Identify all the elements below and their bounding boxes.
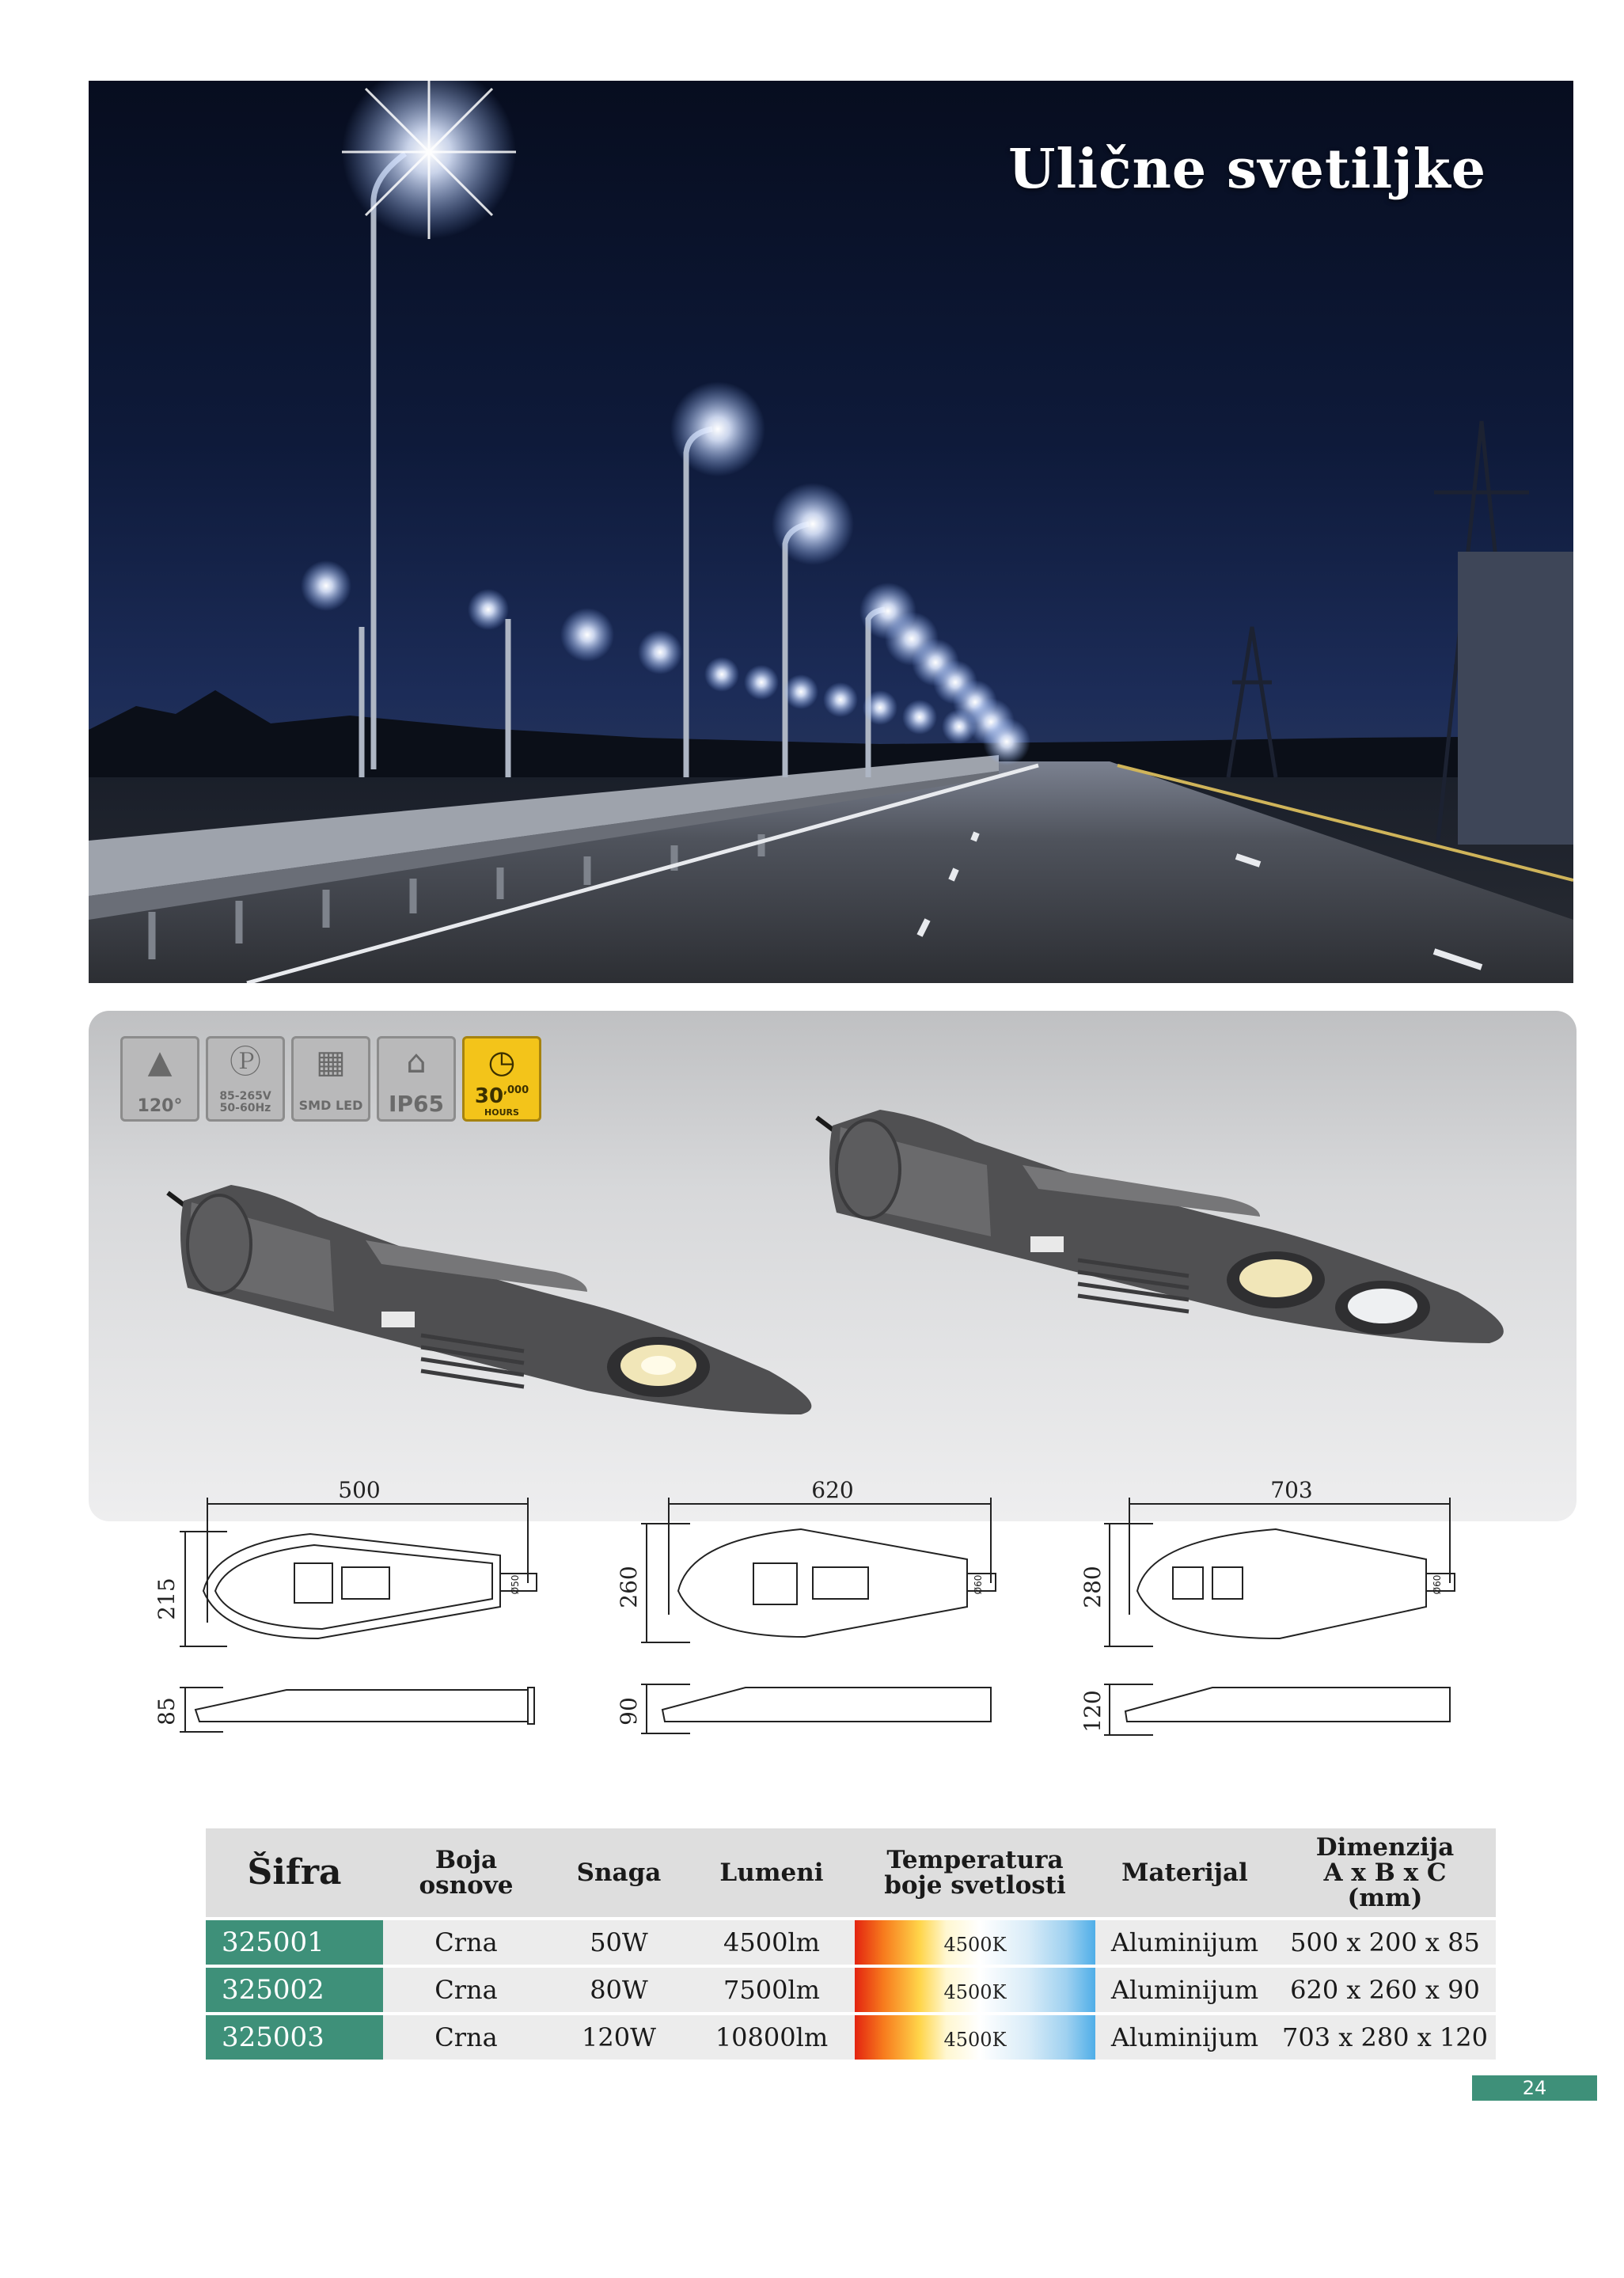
table-row — [206, 1919, 1496, 1966]
street-lamp-single-led-image — [144, 1153, 904, 1438]
header-snaga: Snaga — [549, 1828, 689, 1919]
drawing-1-length: 500 — [338, 1480, 381, 1503]
cell-dimenzija: 703 x 280 x 120 — [1274, 2014, 1496, 2060]
header-code: Šifra — [206, 1828, 383, 1919]
hero-photo — [89, 81, 1573, 983]
drawing-3-top — [1104, 1498, 1455, 1646]
ip-rating-badge — [377, 1036, 456, 1122]
cell-materijal: Aluminijum — [1095, 1966, 1274, 2014]
lifetime-clock-icon: ◷ — [488, 1044, 516, 1080]
street-lamp-double-led-image — [793, 1086, 1569, 1371]
drawing-1-width: 215 — [154, 1578, 180, 1620]
dimension-drawings — [89, 1480, 1577, 1765]
technical-drawings — [89, 1480, 1577, 1765]
temperature-value: 4500K — [943, 1934, 1007, 1956]
feature-icons — [120, 1036, 541, 1122]
lifetime-label — [465, 1084, 539, 1108]
table-row — [206, 1966, 1496, 2014]
ip-rating-label: IP65 — [389, 1091, 444, 1117]
drawing-3-bracket: Ø60 — [1432, 1574, 1443, 1595]
lifetime-unit: HOURS — [484, 1107, 519, 1118]
lifetime-value: 30 — [474, 1084, 504, 1108]
drawing-1-bracket: Ø50 — [510, 1574, 521, 1595]
beam-angle-badge — [120, 1036, 199, 1122]
drawing-3-height: 120 — [1080, 1690, 1106, 1733]
voltage-label — [208, 1091, 283, 1114]
temperature-value: 4500K — [943, 1981, 1007, 2003]
cell-lumeni: 4500lm — [689, 1919, 855, 1966]
voltage-range: 85-265V — [219, 1090, 271, 1103]
drawing-3-width: 280 — [1080, 1566, 1106, 1608]
beam-angle-icon: ▲ — [147, 1044, 173, 1080]
voltage-icon: Ⓟ — [230, 1044, 261, 1080]
drawing-1-height: 85 — [154, 1697, 180, 1726]
cell-materijal: Aluminijum — [1095, 2014, 1274, 2060]
voltage-badge — [206, 1036, 285, 1122]
page-title: Ulične svetiljke — [1008, 138, 1486, 201]
drawing-2-height: 90 — [616, 1697, 642, 1726]
cell-boja: Crna — [383, 2014, 549, 2060]
cell-code: 325002 — [206, 1966, 383, 2014]
drawing-3-length: 703 — [1270, 1480, 1313, 1503]
header-boja: Boja osnove — [383, 1828, 549, 1919]
drawing-1-side — [180, 1688, 534, 1732]
header-dim-line3: (mm) — [1347, 1884, 1423, 1912]
smd-led-badge — [291, 1036, 370, 1122]
drawing-2-bracket: Ø60 — [973, 1574, 984, 1595]
beam-angle-label: 120° — [137, 1096, 183, 1116]
product-panel — [89, 1011, 1577, 1521]
cell-temperature — [855, 1966, 1095, 2014]
header-lumeni: Lumeni — [689, 1828, 855, 1919]
cell-lumeni: 10800lm — [689, 2014, 855, 2060]
table-header-row — [206, 1828, 1496, 1919]
cell-temperature — [855, 2014, 1095, 2060]
cell-lumeni: 7500lm — [689, 1966, 855, 2014]
smd-led-label: SMD LED — [298, 1098, 363, 1113]
ip-rating-icon: ⌂ — [406, 1044, 427, 1080]
header-temperatura: Temperatura boje svetlosti — [855, 1828, 1095, 1919]
cell-code: 325003 — [206, 2014, 383, 2060]
header-dim-line2: A x B x C — [1323, 1858, 1447, 1887]
lifetime-suffix: ,000 — [503, 1084, 529, 1096]
highway-night-illustration — [89, 81, 1573, 983]
drawing-2-width: 260 — [616, 1566, 642, 1608]
header-materijal: Materijal — [1095, 1828, 1274, 1919]
spec-table — [206, 1828, 1496, 2060]
frequency-range: 50-60Hz — [219, 1102, 271, 1114]
cell-code: 325001 — [206, 1919, 383, 1966]
drawing-2-top — [641, 1498, 996, 1642]
cell-snaga: 120W — [549, 2014, 689, 2060]
drawing-2-length: 620 — [811, 1480, 854, 1503]
cell-materijal: Aluminijum — [1095, 1919, 1274, 1966]
header-dim-line1: Dimenzija — [1315, 1833, 1455, 1862]
cell-boja: Crna — [383, 1966, 549, 2014]
cell-dimenzija: 500 x 200 x 85 — [1274, 1919, 1496, 1966]
cell-snaga: 80W — [549, 1966, 689, 2014]
street-lights — [301, 81, 1030, 765]
lifetime-badge — [462, 1036, 541, 1122]
drawing-3-side — [1104, 1684, 1450, 1735]
drawing-1-top — [180, 1498, 537, 1646]
header-dimenzija — [1274, 1828, 1496, 1919]
cell-temperature — [855, 1919, 1095, 1966]
table-row — [206, 2014, 1496, 2060]
drawing-2-side — [641, 1684, 991, 1733]
smd-led-icon: ▦ — [316, 1044, 346, 1080]
cell-snaga: 50W — [549, 1919, 689, 1966]
page-number: 24 — [1472, 2075, 1597, 2101]
temperature-value: 4500K — [943, 2029, 1007, 2051]
cell-dimenzija: 620 x 260 x 90 — [1274, 1966, 1496, 2014]
cell-boja: Crna — [383, 1919, 549, 1966]
billboard — [1458, 552, 1573, 845]
